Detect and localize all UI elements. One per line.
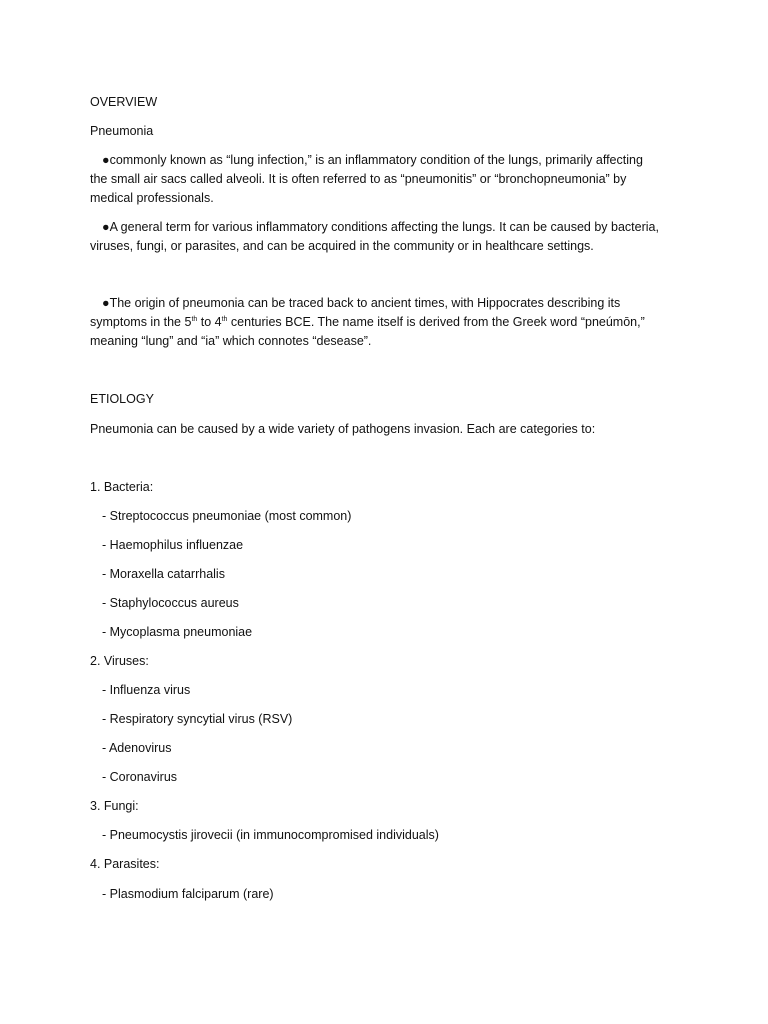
- bullet-icon: ●: [102, 220, 110, 234]
- list-item: - Pneumocystis jirovecii (in immunocompromised individuals): [102, 828, 439, 842]
- overview-heading: OVERVIEW: [90, 95, 158, 109]
- bullet-icon: ●: [102, 153, 110, 167]
- category-title-viruses: 2. Viruses:: [90, 654, 149, 668]
- bullet-paragraph-3: [90, 294, 680, 351]
- bullet1-line2: the small air sacs called alveoli. It is often referred to as “pneumonitis” or “bronchopneumonia” by: [90, 172, 627, 186]
- list-item: - Moraxella catarrhalis: [102, 567, 225, 581]
- superscript-th: th: [191, 315, 198, 323]
- list-item: - Respiratory syncytial virus (RSV): [102, 712, 293, 726]
- list-item: - Staphylococcus aureus: [102, 596, 239, 610]
- bullet-icon: ●: [102, 296, 110, 310]
- list-item: - Haemophilus influenzae: [102, 538, 244, 552]
- bullet3-line3: meaning “lung” and “ia” which connotes “desease”.: [90, 334, 372, 348]
- bullet-paragraph-2: [90, 218, 680, 256]
- category-title-bacteria: 1. Bacteria:: [90, 480, 154, 494]
- bullet-paragraph-1: [90, 151, 680, 208]
- etiology-intro: Pneumonia can be caused by a wide variety of pathogens invasion. Each are categories to:: [90, 422, 596, 436]
- category-title-parasites: 4. Parasites:: [90, 857, 160, 871]
- bullet3-line2: [90, 313, 680, 332]
- bullet3-line2-part-c: centuries BCE. The name itself is derived from the Greek word “pneúmōn,”: [227, 315, 645, 329]
- bullet3-line2-part-b: to 4: [197, 315, 222, 329]
- list-item: - Coronavirus: [102, 770, 178, 784]
- bullet1-line3: medical professionals.: [90, 191, 214, 205]
- bullet1-line1: commonly known as “lung infection,” is an inflammatory condition of the lungs, primarily affecting: [109, 153, 643, 167]
- category-title-fungi: 3. Fungi:: [90, 799, 139, 813]
- superscript-th: th: [221, 315, 228, 323]
- list-item: - Mycoplasma pneumoniae: [102, 625, 253, 639]
- list-item: - Influenza virus: [102, 683, 191, 697]
- bullet2-line1: A general term for various inflammatory conditions affecting the lungs. It can be caused by bacteria,: [109, 220, 659, 234]
- bullet3-line2-part-a: symptoms in the 5: [90, 315, 192, 329]
- bullet3-line1: The origin of pneumonia can be traced back to ancient times, with Hippocrates describing its: [109, 296, 621, 310]
- list-item: - Streptococcus pneumoniae (most common): [102, 509, 352, 523]
- list-item: - Plasmodium falciparum (rare): [102, 887, 274, 901]
- etiology-heading: ETIOLOGY: [90, 392, 154, 406]
- pneumonia-subheading: Pneumonia: [90, 124, 154, 138]
- bullet2-line2: viruses, fungi, or parasites, and can be acquired in the community or in healthcare settings.: [90, 239, 594, 253]
- list-item: - Adenovirus: [102, 741, 172, 755]
